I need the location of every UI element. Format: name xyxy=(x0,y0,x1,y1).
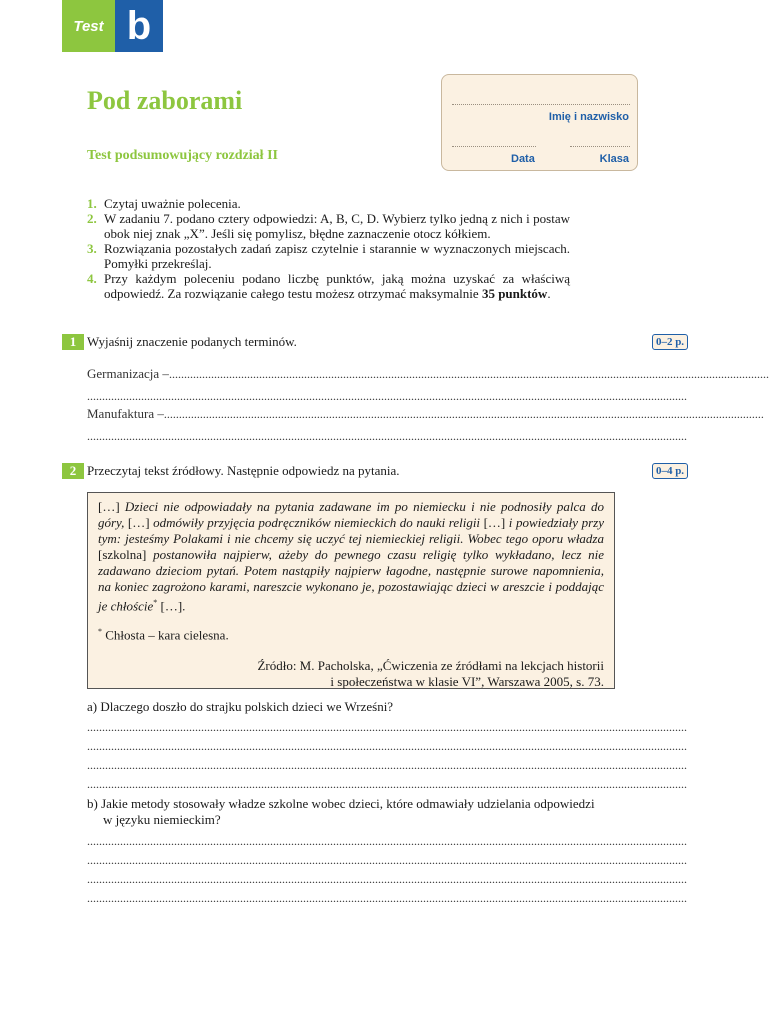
dot-fill: ........................................................................................................................................................................................................ xyxy=(87,777,687,791)
quote-part: Dzieci nie odpowiadały na pytania zadawane im po niemiecku i nie podnosiły palca do góry, xyxy=(98,499,604,530)
question-2-number: 2 xyxy=(62,463,84,479)
instructions-list xyxy=(87,196,570,301)
instruction-item xyxy=(87,241,570,271)
question-2-points: 0–4 p. xyxy=(652,463,688,479)
dot-fill: ........................................................................................................................................................................................................ xyxy=(87,389,687,403)
dot-fill: ........................................................................................................................................................................................................ xyxy=(163,407,764,421)
quote-part: […] xyxy=(98,499,125,514)
footnote xyxy=(98,624,604,643)
instruction-text xyxy=(104,271,570,301)
answer-line[interactable] xyxy=(87,739,687,753)
quote-part: […] xyxy=(480,515,509,530)
dot-fill: ........................................................................................................................................................................................................ xyxy=(87,891,687,905)
question-2-text: Przeczytaj tekst źródłowy. Następnie odpowiedz na pytania. xyxy=(87,463,400,478)
quote-part: […] xyxy=(124,515,154,530)
instruction-item xyxy=(87,211,570,241)
answer-line[interactable] xyxy=(87,758,687,772)
variant-letter: b xyxy=(126,4,152,48)
instruction-text: Rozwiązania pozostałych zadań zapisz czytelnie i starannie w wyznaczonych miejscach. Pomyłki przekreślaj. xyxy=(104,241,570,271)
dot-fill: ........................................................................................................................................................................................................ xyxy=(87,720,687,734)
instruction-text: Czytaj uważnie polecenia. xyxy=(104,196,241,211)
question-2a: a) Dlaczego doszło do strajku polskich dzieci we Wrześni? xyxy=(87,699,394,714)
question-2b-line: w języku niemieckim? xyxy=(103,812,221,827)
instruction-text-part: Przy każdym poleceniu podano liczbę punktów, jaką można uzyskać za właściwą odpowiedź. Za rozwiązanie całego testu możesz otrzymać maksymalnie xyxy=(104,271,570,301)
answer-line[interactable] xyxy=(87,872,687,886)
date-label: Data xyxy=(511,153,535,165)
dot-fill: ........................................................................................................................................................................................................ xyxy=(87,739,687,753)
instruction-number: 2. xyxy=(87,211,97,226)
footnote-text: Chłosta – kara cielesna. xyxy=(102,627,229,643)
answer-line[interactable] xyxy=(87,389,687,403)
question-1-text: Wyjaśnij znaczenie podanych terminów. xyxy=(87,334,297,349)
answer-line[interactable] xyxy=(87,834,687,848)
class-dotted-line[interactable] xyxy=(570,146,630,147)
dot-fill: ........................................................................................................................................................................................................ xyxy=(87,834,687,848)
question-2b xyxy=(87,796,595,828)
name-dotted-line[interactable] xyxy=(452,104,630,105)
max-points: 35 punktów xyxy=(481,286,548,301)
quote-part: […]. xyxy=(157,598,186,614)
instruction-number: 4. xyxy=(87,271,97,286)
term-1-answer-line[interactable] xyxy=(87,366,769,381)
name-label: Imię i nazwisko xyxy=(548,111,629,123)
dot-fill: ........................................................................................................................................................................................................ xyxy=(168,367,769,381)
dot-fill: ........................................................................................................................................................................................................ xyxy=(87,758,687,772)
quote-part: odmówiły przyjęcia podręczników niemieckich do nauki religii xyxy=(153,515,481,530)
source-citation xyxy=(98,658,604,690)
dot-fill: ........................................................................................................................................................................................................ xyxy=(87,429,687,443)
instruction-text-end: . xyxy=(547,286,551,301)
source-text-box xyxy=(87,492,615,689)
instruction-item xyxy=(87,271,570,301)
student-info-box xyxy=(441,74,638,171)
footnote-marker: * xyxy=(98,627,102,637)
test-tab-label: Test xyxy=(73,17,104,35)
quote-part: [szkolna] xyxy=(98,547,154,562)
answer-line[interactable] xyxy=(87,853,687,867)
instruction-number: 3. xyxy=(87,241,97,256)
question-1-number: 1 xyxy=(62,334,84,350)
term-2-answer-line[interactable] xyxy=(87,406,764,421)
instruction-item xyxy=(87,196,570,211)
question-1-points: 0–2 p. xyxy=(652,334,688,350)
quote-part: i powiedziały przy tym: jesteśmy Polakami i nie chcemy się uczyć tej niemieckiej religii. Wobec tego oporu władza xyxy=(98,515,604,546)
source-line: i społeczeństwa w klasie VI”, Warszawa 2005, s. 73. xyxy=(330,673,604,689)
question-2b-line: b) Jakie metody stosowały władze szkolne wobec dzieci, które odmawiały udzielania odpowiedzi xyxy=(87,796,595,811)
class-label: Klasa xyxy=(599,153,629,165)
answer-line[interactable] xyxy=(87,891,687,905)
source-quote xyxy=(98,499,604,614)
test-tab xyxy=(62,0,115,52)
footnote-marker: * xyxy=(153,598,158,607)
page-subtitle: Test podsumowujący rozdział II xyxy=(87,148,278,163)
dot-fill: ........................................................................................................................................................................................................ xyxy=(87,872,687,886)
quote-part: postanowiła najpierw, ażeby do pewnego czasu religię tylko wykładano, lecz nie zadawano dzieciom pytań. Potem nastąpiły najpierw łagodne, następnie surowe napomnienia, na koniec zagrożono karami, nareszcie wykonano je, pozostawiając dzieci w areszcie i poddając je chłoście xyxy=(98,547,605,614)
instruction-number: 1. xyxy=(87,196,97,211)
term-1-label: Germanizacja – xyxy=(87,366,169,381)
dot-fill: ........................................................................................................................................................................................................ xyxy=(87,853,687,867)
answer-line[interactable] xyxy=(87,720,687,734)
source-line: Źródło: M. Pacholska, „Ćwiczenia ze źródłami na lekcjach historii xyxy=(257,657,604,673)
date-dotted-line[interactable] xyxy=(452,146,536,147)
page-title: Pod zaborami xyxy=(87,86,243,115)
answer-line[interactable] xyxy=(87,777,687,791)
variant-tab xyxy=(115,0,163,52)
answer-line[interactable] xyxy=(87,429,687,443)
instruction-text: W zadaniu 7. podano cztery odpowiedzi: A, B, C, D. Wybierz tylko jedną z nich i postaw obok niej znak „X”. Jeśli się pomylisz, błędne zaznaczenie otocz kółkiem. xyxy=(104,211,570,241)
term-2-label: Manufaktura – xyxy=(87,406,164,421)
